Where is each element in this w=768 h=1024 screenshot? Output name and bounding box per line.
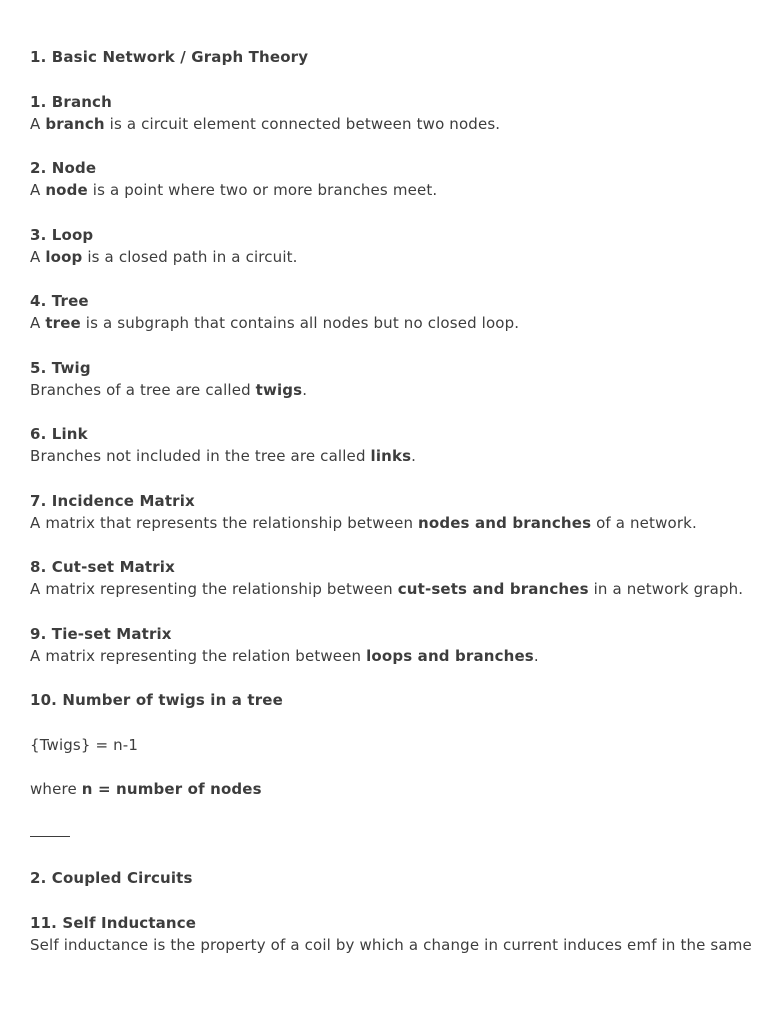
item-heading: 9. Tie-set Matrix	[30, 624, 172, 643]
item-text	[30, 312, 750, 334]
text-segment: where	[30, 780, 82, 798]
text-segment: of a network.	[591, 513, 697, 532]
text-segment: is a subgraph that contains all nodes but no closed loop.	[80, 314, 520, 332]
definition-item-tie-set-matrix	[30, 623, 750, 667]
item-heading: 1. Branch	[30, 92, 112, 111]
text-segment: is a point where two or more branches meet.	[87, 181, 438, 199]
item-text: Self inductance is the property of a coil by which a change in current induces emf in the same	[30, 935, 752, 954]
key-term: cut-sets and branches	[397, 580, 589, 598]
formula: {Twigs} = n-1	[30, 735, 139, 754]
item-text	[30, 578, 750, 600]
section-title: 2. Coupled Circuits	[30, 869, 193, 887]
section-title: 1. Basic Network / Graph Theory	[30, 48, 309, 66]
item-text	[30, 379, 750, 401]
definition-item-number-of-twigs	[30, 689, 750, 800]
definition-item-self-inductance	[30, 912, 750, 956]
text-segment: .	[533, 646, 539, 665]
item-heading: 3. Loop	[30, 225, 94, 244]
key-term: loop	[45, 247, 83, 266]
horizontal-divider	[30, 823, 750, 845]
item-heading: 8. Cut-set Matrix	[30, 558, 175, 576]
text-segment: .	[302, 380, 308, 399]
definition-item-twig	[30, 357, 750, 401]
key-term: loops and branches	[366, 646, 534, 665]
key-term: tree	[45, 314, 81, 332]
item-heading: 4. Tree	[30, 292, 89, 310]
definition-item-link	[30, 423, 750, 467]
key-term: branch	[45, 114, 105, 133]
item-heading: 2. Node	[30, 159, 97, 177]
definition-item-loop	[30, 224, 750, 268]
text-segment: A	[30, 314, 46, 332]
item-heading: 7. Incidence Matrix	[30, 491, 195, 510]
text-segment: A	[30, 247, 46, 266]
item-heading: 6. Link	[30, 425, 88, 443]
item-text	[30, 179, 750, 201]
key-term: links	[370, 447, 412, 465]
key-term: twigs	[255, 380, 303, 399]
item-heading: 10. Number of twigs in a tree	[30, 691, 283, 709]
text-segment: is a closed path in a circuit.	[82, 247, 298, 266]
item-text	[30, 512, 750, 534]
text-segment: A matrix representing the relation between	[30, 646, 367, 665]
document-body	[30, 46, 750, 956]
text-segment: A matrix representing the relationship between	[30, 580, 398, 598]
definition-item-branch	[30, 91, 750, 135]
text-segment: is a circuit element connected between two nodes.	[104, 114, 501, 133]
text-segment: A	[30, 114, 46, 133]
text-segment: in a network graph.	[588, 580, 744, 598]
item-heading: 11. Self Inductance	[30, 913, 197, 932]
definition-item-node	[30, 157, 750, 201]
definition-item-tree	[30, 290, 750, 334]
item-heading: 5. Twig	[30, 358, 91, 377]
text-segment: Branches not included in the tree are called	[30, 447, 371, 465]
key-term: n = number of nodes	[81, 780, 262, 798]
key-term: nodes and branches	[418, 513, 592, 532]
item-text	[30, 113, 750, 135]
text-segment: A	[30, 181, 46, 199]
definition-item-incidence-matrix	[30, 490, 750, 534]
text-segment: Branches of a tree are called	[30, 380, 256, 399]
item-text	[30, 645, 750, 667]
text-segment: .	[411, 447, 417, 465]
item-text	[30, 246, 750, 268]
definition-item-cut-set-matrix	[30, 556, 750, 600]
key-term: node	[45, 181, 88, 199]
formula-where	[30, 778, 750, 800]
text-segment: A matrix that represents the relationship between	[30, 513, 419, 532]
item-text	[30, 445, 750, 467]
